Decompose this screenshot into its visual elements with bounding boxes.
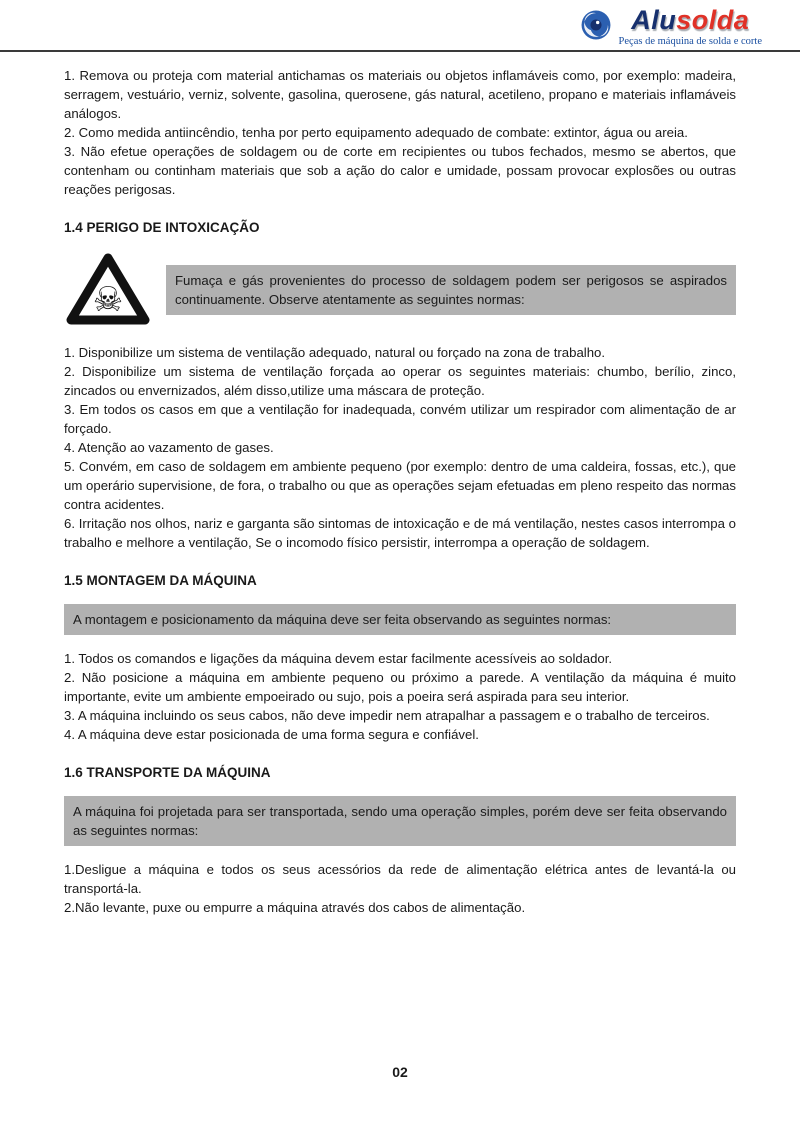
skull-warning-icon [64,251,152,329]
list-item: 1. Todos os comandos e ligações da máquina devem estar facilmente acessíveis ao soldador. [64,651,613,666]
intro-list [64,66,736,199]
brand-tagline: Peças de máquina de solda e corte [618,36,762,47]
page-number: 02 [392,1064,408,1080]
alusolda-logo-icon [579,8,613,42]
section-title-1-5: 1.5 MONTAGEM DA MÁQUINA [64,573,257,588]
list-item: 6. Irritação nos olhos, nariz e garganta são sintomas de intoxicação e de má ventilação, nestes casos interrompa o trabalho e melhore a ventilação, Se o incomodo físico persistir, interrompa a operação de soldagem. [64,516,736,550]
section-title-1-6: 1.6 TRANSPORTE DA MÁQUINA [64,765,271,780]
page-header [0,0,800,50]
section-title-1-4: 1.4 PERIGO DE INTOXICAÇÃO [64,220,260,235]
list-item: 5. Convém, em caso de soldagem em ambiente pequeno (por exemplo: dentro de uma caldeira, fossas, etc.), que um operário supervisione, de fora, o trabalho ou que as operações sejam efetuadas em pleno respeito das normas contra acidentes. [64,459,736,512]
list-item: 3. Não efetue operações de soldagem ou de corte em recipientes ou tubos fechados, mesmo se abertos, que contenham ou continham materiais que sob a ação do calor e umidade, possam provocar explosões ou outras reações perigosas. [64,144,736,197]
list-item: 2. Disponibilize um sistema de ventilação forçada ao operar os seguintes materiais: chumbo, berílio, zinco, zincados ou envernizados, além disso,utilize uma máscara de proteção. [64,364,736,398]
montagem-highlight-box: A montagem e posicionamento da máquina deve ser feita observando as seguintes normas: [64,604,736,635]
brand-first: Alu [631,5,677,35]
list-item: 1. Remova ou proteja com material antichamas os materiais ou objetos inflamáveis como, por exemplo: madeira, serragem, vestuário, verniz, solvente, gasolina, querosene, gás natural, acetileno, propano e materiais inflamáveis análogos. [64,68,736,121]
list-item: 4. A máquina deve estar posicionada de uma forma segura e confiável. [64,727,479,742]
list-item: 4. Atenção ao vazamento de gases. [64,440,274,455]
list-item: 2. Não posicione a máquina em ambiente pequeno ou próximo a parede. A ventilação da máquina é muito importante, evite um ambiente empoeirado ou sujo, pois a poeira será aspirada para seu interior. [64,670,736,704]
section-1-6-list [64,860,736,917]
list-item: 1. Disponibilize um sistema de ventilação adequado, natural ou forçado na zona de trabalho. [64,345,606,360]
list-item: 3. A máquina incluindo os seus cabos, não deve impedir nem atrapalhar a passagem e o trabalho de terceiros. [64,708,710,723]
section-1-5-list [64,649,736,744]
warning-highlight-box: Fumaça e gás provenientes do processo de soldagem podem ser perigosos se aspirados continuamente. Observe atentamente as seguintes normas: [166,265,736,315]
logo-text [619,6,762,47]
alusolda-logo [579,6,762,47]
brand-wordmark [631,6,749,34]
list-item: 1.Desligue a máquina e todos os seus acessórios da rede de alimentação elétrica antes de levantá-la ou transportá-la. [64,862,736,896]
list-item: 3. Em todos os casos em que a ventilação for inadequada, convém utilizar um respirador com alimentação de ar forçado. [64,402,736,436]
list-item: 2.Não levante, puxe ou empurre a máquina através dos cabos de alimentação. [64,900,526,915]
section-1-4-list [64,343,736,552]
brand-second: solda [676,5,750,35]
intoxication-warning [64,251,736,329]
page-content [0,52,800,917]
transporte-highlight-box: A máquina foi projetada para ser transportada, sendo uma operação simples, porém deve ser feita observando as seguintes normas: [64,796,736,846]
svg-text:☠: ☠ [92,280,124,320]
list-item: 2. Como medida antiincêndio, tenha por perto equipamento adequado de combate: extintor, água ou areia. [64,125,688,140]
